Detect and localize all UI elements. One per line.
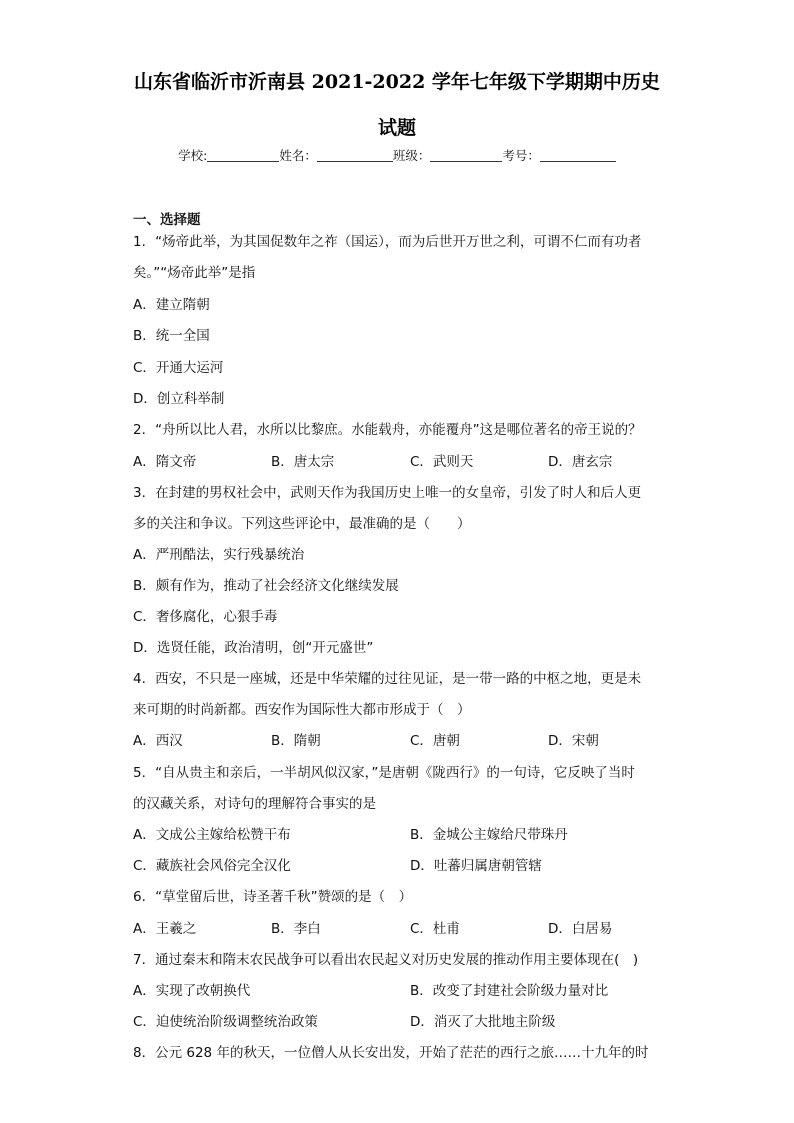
q2-stem-line1: 2．“舟所以比人君，水所以比黎庶。水能载舟，亦能覆舟”这是哪位著名的帝王说的？ bbox=[133, 422, 642, 438]
q6-stem-line1: 6．“草堂留后世，诗圣著千秋”赞颂的是（ ） bbox=[133, 889, 413, 905]
q4-option-d[interactable]: D．宋朝 bbox=[548, 733, 599, 749]
q1-option-d[interactable]: D．创立科举制 bbox=[133, 391, 225, 407]
q7-option-b[interactable]: B．改变了封建社会阶级力量对比 bbox=[410, 983, 609, 999]
q3-option-a[interactable]: A．严刑酷法，实行残暴统治 bbox=[133, 547, 305, 563]
q1-stem-line2: 矣。”“炀帝此举”是指 bbox=[133, 265, 256, 281]
section-title: 一、选择题 bbox=[133, 212, 201, 228]
q8-stem-line1: 8．公元 628 年的秋天，一位僧人从长安出发，开始了茫茫的西行之旅……十九年的时 bbox=[133, 1045, 649, 1061]
q1-option-a[interactable]: A．建立隋朝 bbox=[133, 297, 210, 313]
q7-option-d[interactable]: D．消灭了大批地主阶级 bbox=[410, 1014, 556, 1030]
q5-option-a[interactable]: A．文成公主嫁给松赞干布 bbox=[133, 827, 291, 843]
q5-option-c[interactable]: C．藏族社会风俗完全汉化 bbox=[133, 858, 291, 874]
q4-option-a[interactable]: A．西汉 bbox=[133, 733, 183, 749]
q5-option-d[interactable]: D．吐蕃归属唐朝管辖 bbox=[410, 858, 542, 874]
q6-option-a[interactable]: A．王羲之 bbox=[133, 921, 197, 937]
q5-option-b[interactable]: B．金城公主嫁给尺带珠丹 bbox=[410, 827, 568, 843]
student-info-row bbox=[0, 146, 794, 164]
q4-option-c[interactable]: C．唐朝 bbox=[410, 733, 460, 749]
q2-option-c[interactable]: C．武则天 bbox=[410, 454, 474, 470]
q3-stem-line2: 多的关注和争议。下列这些评论中，最准确的是（ ） bbox=[133, 516, 471, 532]
exam-title-line2: 试题 bbox=[377, 117, 416, 139]
name-blank[interactable] bbox=[317, 149, 393, 162]
q3-option-b[interactable]: B．颇有作为，推动了社会经济文化继续发展 bbox=[133, 578, 399, 594]
q3-stem-line1: 3．在封建的男权社会中，武则天作为我国历史上唯一的女皇帝，引发了时人和后人更 bbox=[133, 485, 642, 501]
q2-option-b[interactable]: B．唐太宗 bbox=[271, 454, 335, 470]
q6-option-b[interactable]: B．李白 bbox=[271, 921, 321, 937]
q5-stem-line1: 5．“自从贵主和亲后，一半胡风似汉家，”是唐朝《陇西行》的一句诗，它反映了当时 bbox=[133, 765, 635, 781]
school-label: 学校: bbox=[178, 148, 208, 163]
q3-option-c[interactable]: C．奢侈腐化，心狠手毒 bbox=[133, 609, 278, 625]
exam-title-line1: 山东省临沂市沂南县 2021-2022 学年七年级下学期期中历史 bbox=[134, 71, 660, 93]
name-label: 姓名： bbox=[279, 148, 317, 163]
q3-option-d[interactable]: D．选贤任能，政治清明，创“开元盛世” bbox=[133, 640, 374, 656]
class-blank[interactable] bbox=[430, 149, 502, 162]
q7-stem-line1: 7．通过秦末和隋末农民战争可以看出农民起义对历史发展的推动作用主要体现在( ) bbox=[133, 952, 639, 968]
class-label: 班级： bbox=[392, 148, 431, 163]
q1-option-c[interactable]: C．开通大运河 bbox=[133, 360, 224, 376]
q7-option-c[interactable]: C．迫使统治阶级调整统治政策 bbox=[133, 1014, 318, 1030]
q2-option-d[interactable]: D．唐玄宗 bbox=[548, 454, 613, 470]
q1-option-b[interactable]: B．统一全国 bbox=[133, 328, 210, 344]
q7-option-a[interactable]: A．实现了改朝换代 bbox=[133, 983, 251, 999]
q4-stem-line1: 4．西安，不只是一座城，还是中华荣耀的过往见证，是一带一路的中枢之地，更是未 bbox=[133, 671, 642, 687]
q1-stem-line1: 1．“炀帝此举，为其国促数年之祚（国运），而为后世开万世之利，可谓不仁而有功者 bbox=[133, 234, 642, 250]
q5-stem-line2: 的汉藏关系，对诗句的理解符合事实的是 bbox=[133, 796, 376, 812]
school-blank[interactable] bbox=[207, 149, 279, 162]
q2-option-a[interactable]: A．隋文帝 bbox=[133, 454, 197, 470]
q4-stem-line2: 来可期的时尚新都。西安作为国际性大都市形成于（ ） bbox=[133, 702, 471, 718]
q6-option-c[interactable]: C．杜甫 bbox=[410, 921, 460, 937]
q6-option-d[interactable]: D．白居易 bbox=[548, 921, 613, 937]
q4-option-b[interactable]: B．隋朝 bbox=[271, 733, 321, 749]
exam-number-blank[interactable] bbox=[540, 149, 616, 162]
exam-number-label: 考号： bbox=[502, 148, 540, 163]
